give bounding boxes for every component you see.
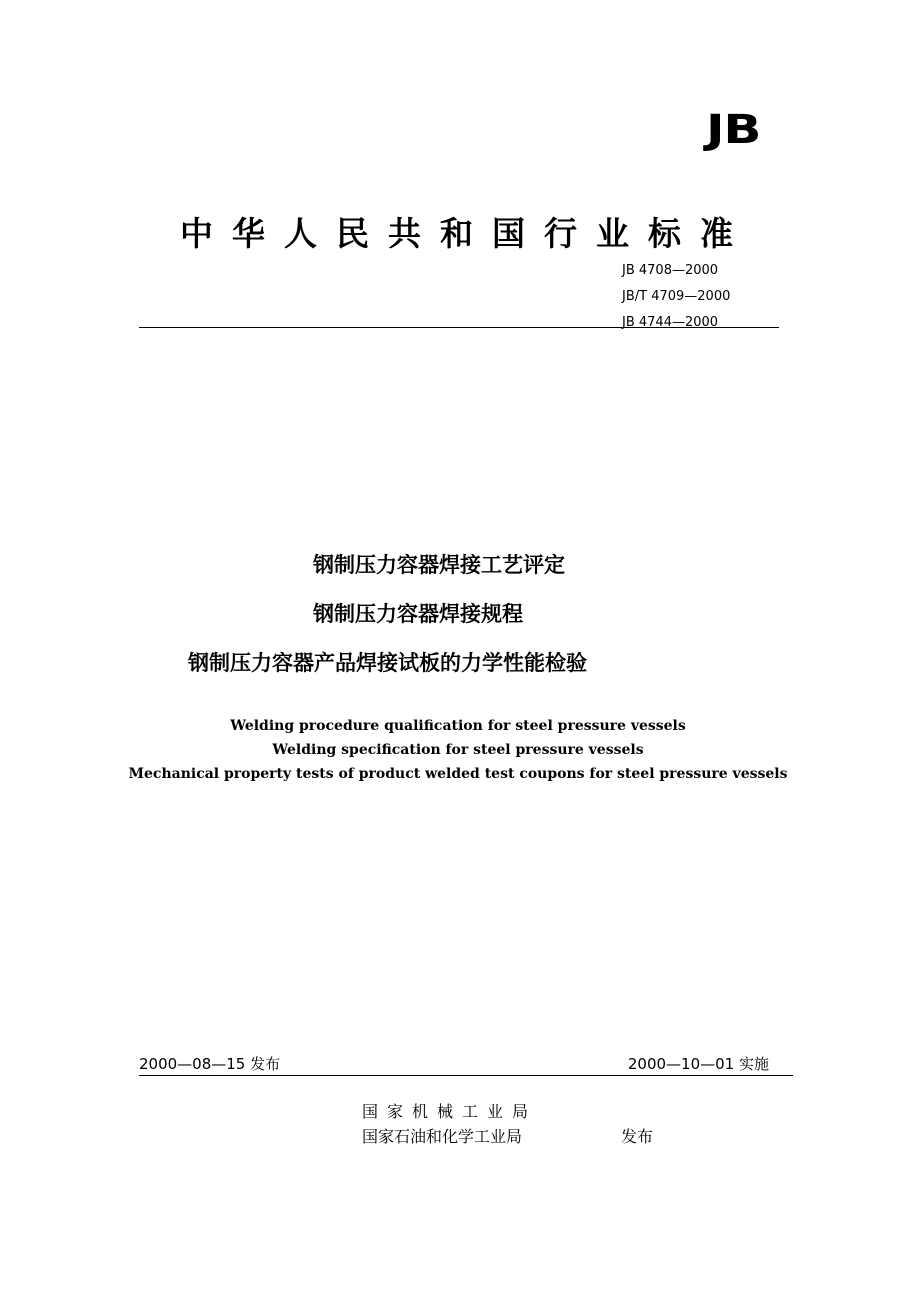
header-divider: [139, 327, 779, 328]
english-titles: [100, 714, 816, 786]
issue-date: 2000—08—15 发布: [139, 1055, 281, 1073]
en-title-1: Welding procedure qualification for steel pressure vessels: [230, 718, 686, 734]
implementation-date: 2000—10—01 实施: [627, 1055, 769, 1073]
publish-label: 发布: [621, 1127, 654, 1146]
standard-code-3: JB 4744—2000: [622, 315, 719, 330]
issuer-2: 国家石油和化学工业局: [362, 1127, 523, 1146]
standard-codes: [622, 258, 730, 336]
standard-code-2: JB/T 4709—2000: [622, 289, 731, 304]
jb-logo: JB: [706, 107, 761, 153]
en-title-3: Mechanical property tests of product welded test coupons for steel pressure vessels: [128, 766, 788, 782]
standard-code-1: JB 4708—2000: [622, 263, 719, 278]
footer-divider: [139, 1075, 793, 1076]
cn-title-3: 钢制压力容器产品焊接试板的力学性能检验: [188, 651, 587, 675]
issuer-1: 国家机械工业局: [362, 1102, 538, 1121]
cn-title-2: 钢制压力容器焊接规程: [313, 602, 523, 626]
cn-title-1: 钢制压力容器焊接工艺评定: [313, 553, 565, 577]
en-title-2: Welding specification for steel pressure vessels: [272, 742, 644, 758]
standard-category-title: 中华人民共和国行业标准: [180, 214, 752, 253]
